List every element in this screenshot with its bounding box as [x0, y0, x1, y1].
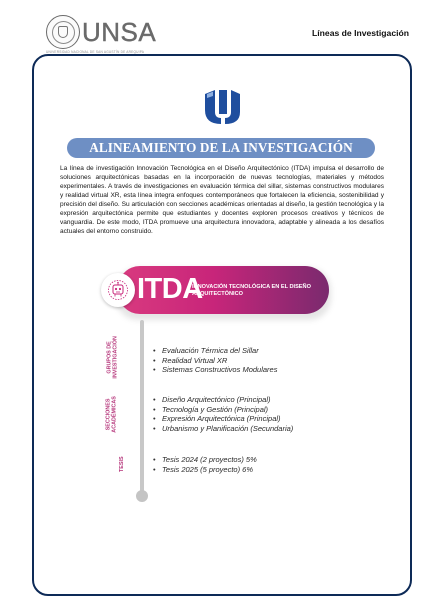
tesis-list — [153, 455, 257, 474]
line-name: INNOVACIÓN TECNOLÓGICA EN EL DISEÑO ARQUITECTÓNICO — [192, 284, 311, 297]
list-item: • Tesis 2025 (5 proyecto) 6% — [153, 465, 257, 475]
timeline-end-dot — [136, 490, 148, 502]
description-paragraph: La línea de investigación Innovación Tecnológica en el Diseño Arquitectónico (ITDA) impulsa el desarrollo de soluciones arquitectónicas basadas en la incorporación de nuevas tecnologías, materiales y métodos experimentales. A través de investigaciones en evaluación térmica del sillar, sistemas constructivos modulares y realidad virtual XR, esta línea integra enfoques contemporáneos que fortalecen la eficiencia, sostenibilidad y precisión del diseño. Su articulación con secciones académicas orientadas al diseño, la gestión tecnológica y la expresión arquitectónica permite que estudiantes y docentes exploren procesos creativos y técnicos de vanguardia. De este modo, ITDA promueve una arquitectura innovadora, adaptable y alineada a los desafíos actuales del entorno construido. — [60, 165, 384, 235]
university-seal-icon — [46, 15, 80, 49]
banner-title: ALINEAMIENTO DE LA INVESTIGACIÓN — [89, 140, 353, 155]
robot-head-icon — [101, 273, 135, 307]
grupos-list — [153, 346, 277, 375]
list-item: • Tecnología y Gestión (Principal) — [153, 405, 293, 415]
content-frame — [32, 54, 412, 596]
unsa-logo — [46, 14, 157, 54]
list-item: • Evaluación Térmica del Sillar — [153, 346, 277, 356]
list-item: • Tesis 2024 (2 proyectos) 5% — [153, 455, 257, 465]
list-item: • Expresión Arquitectónica (Principal) — [153, 414, 293, 424]
label-secciones-academicas: SECCIONES ACADÉMICAS — [105, 396, 118, 433]
timeline-line — [140, 320, 144, 495]
secciones-list — [153, 395, 293, 433]
line-code: ITDA — [137, 273, 203, 305]
logo-subtitle: UNIVERSIDAD NACIONAL DE SAN AGUSTÍN DE AREQUIPA — [46, 50, 145, 54]
label-grupos-investigacion: GRUPOS DE INVESTIGACIÓN — [106, 336, 119, 379]
list-item: • Sistemas Constructivos Modulares — [153, 365, 277, 375]
list-item: • Realidad Virtual XR — [153, 356, 277, 366]
logo-text: UNSA — [82, 17, 157, 47]
research-brand-icon — [203, 88, 242, 126]
list-item: • Urbanismo y Planificación (Secundaria) — [153, 424, 293, 434]
page-title: Líneas de Investigación — [312, 28, 409, 38]
list-item: • Diseño Arquitectónico (Principal) — [153, 395, 293, 405]
section-banner — [67, 138, 375, 158]
label-tesis: TESIS — [118, 456, 125, 472]
